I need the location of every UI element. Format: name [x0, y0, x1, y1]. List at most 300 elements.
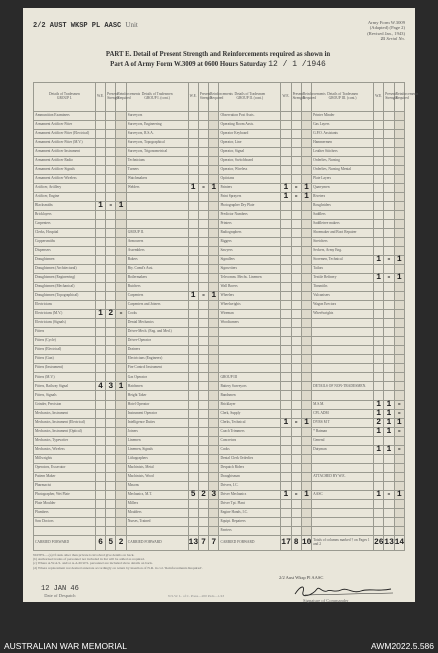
- count-cell: [281, 130, 291, 139]
- count-cell: [291, 400, 301, 409]
- count-cell: [209, 193, 219, 202]
- count-cell: -: [106, 202, 116, 211]
- count-cell: [188, 373, 198, 382]
- count-cell: [384, 166, 394, 175]
- count-cell: [106, 130, 116, 139]
- table-row: [34, 490, 405, 499]
- we-header: W.E.: [281, 83, 291, 112]
- count-cell: [291, 238, 301, 247]
- count-cell: [209, 301, 219, 310]
- count-cell: [301, 301, 311, 310]
- count-cell: [116, 319, 126, 328]
- count-cell: [301, 157, 311, 166]
- table-row: [34, 139, 405, 148]
- count-cell: [384, 499, 394, 508]
- count-cell: [198, 139, 208, 148]
- table-row: [34, 220, 405, 229]
- count-cell: [394, 310, 404, 319]
- count-cell: [291, 472, 301, 481]
- count-cell: [106, 418, 116, 427]
- trade-label: Saddlers: [312, 211, 374, 220]
- trade-label: Draughtsmen (Mechanical): [34, 283, 96, 292]
- trade-label: Textile Refinery: [312, 274, 374, 283]
- count-cell: [384, 130, 394, 139]
- count-cell: [209, 211, 219, 220]
- count-cell: [95, 292, 105, 301]
- count-cell: 1: [373, 256, 383, 265]
- trade-label: Driver Mechanics: [219, 490, 281, 499]
- count-cell: [373, 391, 383, 400]
- count-cell: [106, 526, 116, 535]
- count-cell: -: [394, 445, 404, 454]
- trade-label: Seckers, Army Eng.: [312, 247, 374, 256]
- count-cell: [106, 463, 116, 472]
- count-cell: [188, 148, 198, 157]
- heading-line-2: [53, 60, 383, 70]
- table-row: [34, 427, 405, 436]
- trade-label: [312, 517, 374, 526]
- count-cell: [188, 265, 198, 274]
- count-cell: [301, 130, 311, 139]
- table-row: [34, 166, 405, 175]
- table-row: [34, 256, 405, 265]
- count-cell: 1: [373, 274, 383, 283]
- count-cell: [116, 409, 126, 418]
- count-cell: 1: [188, 292, 198, 301]
- count-cell: [198, 526, 208, 535]
- count-cell: [188, 337, 198, 346]
- count-cell: [373, 364, 383, 373]
- count-cell: 1: [373, 490, 383, 499]
- count-cell: [281, 319, 291, 328]
- trade-label: Operating Room Assts.: [219, 121, 281, 130]
- count-cell: [281, 283, 291, 292]
- count-cell: [373, 481, 383, 490]
- count-cell: [291, 364, 301, 373]
- count-cell: [301, 355, 311, 364]
- count-cell: [116, 427, 126, 436]
- trade-label: Electricians: [34, 301, 96, 310]
- table-row: [34, 355, 405, 364]
- count-cell: [281, 373, 291, 382]
- trade-label: Wagon Erectors: [312, 301, 374, 310]
- trade-label: [312, 328, 374, 337]
- count-cell: [384, 157, 394, 166]
- count-cell: [198, 265, 208, 274]
- table-header-row: [34, 83, 405, 112]
- trade-label: Electricians (Engineers): [126, 355, 188, 364]
- count-cell: -: [291, 193, 301, 202]
- count-cell: [281, 229, 291, 238]
- count-cell: [373, 292, 383, 301]
- count-cell: [373, 283, 383, 292]
- trade-label: Wall Borers: [219, 283, 281, 292]
- count-cell: [384, 148, 394, 157]
- count-cell: [209, 427, 219, 436]
- count-cell: 3: [209, 490, 219, 499]
- count-cell: [301, 166, 311, 175]
- count-cell: [384, 382, 394, 391]
- count-cell: [373, 463, 383, 472]
- count-cell: [95, 481, 105, 490]
- count-cell: [373, 472, 383, 481]
- count-cell: [209, 148, 219, 157]
- count-cell: [198, 328, 208, 337]
- form-revised: (Revised Jan., 1943): [367, 30, 405, 36]
- count-cell: [301, 400, 311, 409]
- count-cell: [198, 409, 208, 418]
- count-cell: [95, 400, 105, 409]
- count-cell: [106, 373, 116, 382]
- carried-forward-value: 13: [384, 536, 394, 551]
- table-row: [34, 337, 405, 346]
- trade-label: Surveyors, R.S.A.: [126, 130, 188, 139]
- trade-label: Electricians (M.V.): [34, 310, 96, 319]
- trade-label: [312, 454, 374, 463]
- count-cell: [198, 418, 208, 427]
- archive-footer: [0, 606, 438, 653]
- count-cell: [106, 166, 116, 175]
- count-cell: [198, 508, 208, 517]
- count-cell: [198, 130, 208, 139]
- count-cell: [209, 373, 219, 382]
- count-cell: [301, 202, 311, 211]
- trade-label: Shoemaker and Boot Repairer: [312, 229, 374, 238]
- trade-label: Vulcanisers: [312, 292, 374, 301]
- count-cell: 1: [116, 202, 126, 211]
- count-cell: [116, 130, 126, 139]
- count-cell: [188, 400, 198, 409]
- count-cell: [291, 121, 301, 130]
- count-cell: 1: [301, 184, 311, 193]
- count-cell: [394, 526, 404, 535]
- count-cell: [301, 238, 311, 247]
- trade-label: Photographer, Wet Plate: [34, 490, 96, 499]
- count-cell: [95, 490, 105, 499]
- count-cell: [281, 202, 291, 211]
- reinforcements-header: Reinforcements Required: [209, 83, 219, 112]
- count-cell: [384, 220, 394, 229]
- note-line: (d) Where replacement not desired annotate accordingly on return by insertion of N.R. in col. 'Reinforcements Required'.: [33, 565, 203, 570]
- count-cell: [373, 175, 383, 184]
- count-cell: [198, 463, 208, 472]
- trade-label: Wheelwrights: [312, 310, 374, 319]
- table-row: [34, 409, 405, 418]
- count-cell: [291, 229, 301, 238]
- count-cell: [281, 310, 291, 319]
- count-cell: [373, 454, 383, 463]
- count-cell: [291, 292, 301, 301]
- count-cell: [301, 481, 311, 490]
- count-cell: [106, 139, 116, 148]
- count-cell: [384, 463, 394, 472]
- table-row: [34, 202, 405, 211]
- count-cell: [281, 346, 291, 355]
- count-cell: [373, 526, 383, 535]
- count-cell: [95, 364, 105, 373]
- trade-label: Surveyors, Topographical: [126, 139, 188, 148]
- count-cell: 2: [106, 310, 116, 319]
- count-cell: [281, 166, 291, 175]
- count-cell: [106, 490, 116, 499]
- count-cell: [106, 355, 116, 364]
- table-row: [34, 175, 405, 184]
- count-cell: [198, 445, 208, 454]
- count-cell: [95, 373, 105, 382]
- count-cell: [198, 319, 208, 328]
- count-cell: 1: [281, 418, 291, 427]
- count-cell: [188, 418, 198, 427]
- count-cell: [198, 364, 208, 373]
- trade-label: Quarrymen: [312, 184, 374, 193]
- count-cell: 2: [373, 418, 383, 427]
- count-cell: [394, 211, 404, 220]
- trade-label: Draughtsmen (Architectural): [34, 265, 96, 274]
- count-cell: [198, 481, 208, 490]
- count-cell: -: [198, 292, 208, 301]
- trade-label: Concretors: [219, 436, 281, 445]
- count-cell: [106, 391, 116, 400]
- count-cell: [281, 454, 291, 463]
- count-cell: [106, 400, 116, 409]
- trade-label: Welders: [126, 184, 188, 193]
- count-cell: [394, 472, 404, 481]
- trade-label: Machinists, Wood: [126, 472, 188, 481]
- count-cell: -: [291, 184, 301, 193]
- count-cell: [106, 319, 116, 328]
- carried-forward-value: 2: [116, 536, 126, 551]
- trade-label: Tinsmiths: [312, 283, 374, 292]
- carried-forward-row: [34, 536, 405, 551]
- count-cell: [394, 220, 404, 229]
- count-cell: [188, 166, 198, 175]
- count-cell: [106, 346, 116, 355]
- trade-label: Mechanics, Instrument (Optical): [34, 427, 96, 436]
- trade-label: Armourers: [126, 238, 188, 247]
- trade-label: [312, 355, 374, 364]
- count-cell: [188, 454, 198, 463]
- table-row: [34, 418, 405, 427]
- trade-label: Ammunition Examiners: [34, 112, 96, 121]
- count-cell: [394, 229, 404, 238]
- trade-label: Lithographers: [126, 454, 188, 463]
- trade-label: [312, 499, 374, 508]
- trade-label: Dental Mechanics: [126, 319, 188, 328]
- count-cell: 1: [209, 184, 219, 193]
- carried-forward-value: 13: [188, 536, 198, 551]
- count-cell: [384, 292, 394, 301]
- count-cell: [106, 436, 116, 445]
- count-cell: [291, 445, 301, 454]
- trade-label: Fitters: [34, 328, 96, 337]
- count-cell: [301, 319, 311, 328]
- trade-label: Predictor Numbers: [219, 211, 281, 220]
- count-cell: [116, 391, 126, 400]
- trade-label: Wireman: [219, 310, 281, 319]
- trade-label: Surveyors, Trigonometrical: [126, 148, 188, 157]
- trade-label: Fitters (Electrical): [34, 346, 96, 355]
- count-cell: [291, 508, 301, 517]
- count-cell: [209, 157, 219, 166]
- count-cell: [291, 310, 301, 319]
- count-cell: [198, 220, 208, 229]
- count-cell: [95, 454, 105, 463]
- count-cell: [394, 346, 404, 355]
- carried-forward-label: CARRIED FORWARD: [219, 536, 281, 551]
- trade-label: Storemen, Technical: [312, 256, 374, 265]
- table-row: [34, 454, 405, 463]
- count-cell: [116, 355, 126, 364]
- count-cell: [291, 391, 301, 400]
- count-cell: [291, 148, 301, 157]
- trade-label: Hammermen: [312, 139, 374, 148]
- note-line: NOTES.—(a) If rank other than private is involved give details on back.: [33, 553, 135, 557]
- count-cell: [116, 472, 126, 481]
- trade-label: Operator, Line: [219, 139, 281, 148]
- count-cell: [106, 148, 116, 157]
- count-cell: [291, 139, 301, 148]
- count-cell: [116, 139, 126, 148]
- trade-label: [219, 328, 281, 337]
- count-cell: [281, 382, 291, 391]
- count-cell: [394, 301, 404, 310]
- table-row: [34, 463, 405, 472]
- count-cell: [116, 229, 126, 238]
- count-cell: [95, 139, 105, 148]
- trade-label: [126, 526, 188, 535]
- count-cell: [281, 409, 291, 418]
- trade-label: Woodturners: [219, 319, 281, 328]
- count-cell: [95, 121, 105, 130]
- count-cell: 3: [106, 382, 116, 391]
- count-cell: [281, 112, 291, 121]
- count-cell: 1: [394, 418, 404, 427]
- table-row: [34, 130, 405, 139]
- table-row: [34, 265, 405, 274]
- count-cell: [106, 112, 116, 121]
- trade-label: [312, 391, 374, 400]
- count-cell: [106, 517, 116, 526]
- trade-label: Opticians: [219, 175, 281, 184]
- count-cell: [384, 211, 394, 220]
- despatch-block: [41, 585, 79, 598]
- count-cell: [394, 508, 404, 517]
- trade-label: CPL ADM: [312, 409, 374, 418]
- count-cell: [281, 364, 291, 373]
- count-cell: [301, 454, 311, 463]
- count-cell: [106, 427, 116, 436]
- trades-heading: Details of Tradesmen: [141, 92, 173, 97]
- count-cell: [281, 337, 291, 346]
- trade-label: [312, 463, 374, 472]
- count-cell: [116, 418, 126, 427]
- count-cell: [209, 355, 219, 364]
- count-cell: [95, 328, 105, 337]
- count-cell: [384, 391, 394, 400]
- count-cell: [116, 508, 126, 517]
- count-cell: [198, 427, 208, 436]
- count-cell: [198, 229, 208, 238]
- trade-label: Signallers: [219, 256, 281, 265]
- trade-label: [126, 220, 188, 229]
- trade-label: Pharmacist: [34, 481, 96, 490]
- count-cell: [95, 256, 105, 265]
- count-cell: [373, 211, 383, 220]
- carried-forward-value: 26: [373, 536, 383, 551]
- trade-label: Bricklayer: [219, 400, 281, 409]
- table-row: [34, 472, 405, 481]
- count-cell: [209, 112, 219, 121]
- count-cell: [373, 337, 383, 346]
- trade-label: [126, 211, 188, 220]
- count-cell: [281, 274, 291, 283]
- count-cell: [209, 265, 219, 274]
- count-cell: [198, 148, 208, 157]
- count-cell: [209, 319, 219, 328]
- strength-header: Present Strength: [198, 83, 208, 112]
- trade-label: Drainers: [126, 346, 188, 355]
- count-cell: [384, 481, 394, 490]
- count-cell: [281, 436, 291, 445]
- count-cell: [394, 499, 404, 508]
- count-cell: [106, 445, 116, 454]
- trade-label: G.P.O. Assistants: [312, 130, 374, 139]
- count-cell: [95, 265, 105, 274]
- count-cell: 1: [394, 256, 404, 265]
- trade-label: AASC: [312, 490, 374, 499]
- count-cell: [116, 490, 126, 499]
- trade-label: [312, 508, 374, 517]
- table-row: [34, 229, 405, 238]
- count-cell: [198, 157, 208, 166]
- count-cell: [116, 148, 126, 157]
- count-cell: [209, 121, 219, 130]
- trade-label: [126, 193, 188, 202]
- trades-header: [126, 83, 188, 112]
- trade-label: Operators, Excavator: [34, 463, 96, 472]
- count-cell: [209, 346, 219, 355]
- form-number: Army Form W.3009: [367, 20, 405, 25]
- trade-label: Operator, Wireless: [219, 166, 281, 175]
- trade-label: [312, 364, 374, 373]
- count-cell: [301, 139, 311, 148]
- count-cell: [281, 517, 291, 526]
- count-cell: [384, 346, 394, 355]
- count-cell: [188, 319, 198, 328]
- trade-label: Wheelwrights: [219, 301, 281, 310]
- count-cell: [188, 310, 198, 319]
- trade-label: Hatchmen: [126, 382, 188, 391]
- carried-forward-value: 7: [209, 536, 219, 551]
- count-cell: [281, 427, 291, 436]
- trade-label: Artificer, Engine: [34, 193, 96, 202]
- trade-label: Artificer, Artillery: [34, 184, 96, 193]
- count-cell: [116, 157, 126, 166]
- count-cell: [281, 247, 291, 256]
- count-cell: [116, 499, 126, 508]
- count-cell: [301, 508, 311, 517]
- table-row: [34, 274, 405, 283]
- trade-label: Carpenters: [126, 292, 188, 301]
- count-cell: [373, 373, 383, 382]
- table-row: [34, 211, 405, 220]
- trade-label: General: [312, 436, 374, 445]
- count-cell: 1: [373, 409, 383, 418]
- count-cell: [301, 391, 311, 400]
- table-row: [34, 184, 405, 193]
- count-cell: [281, 238, 291, 247]
- count-cell: [394, 157, 404, 166]
